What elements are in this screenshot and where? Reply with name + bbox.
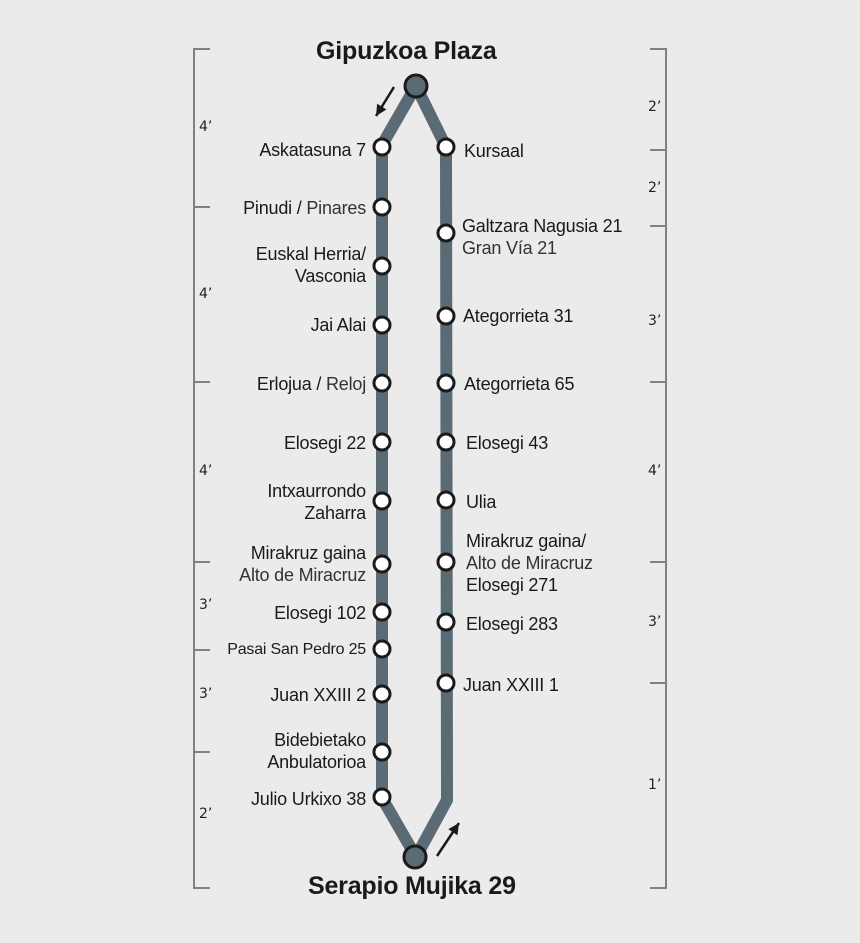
stop-node-left bbox=[374, 139, 390, 155]
travel-time-left: 3’ bbox=[199, 597, 213, 613]
stop-node-left bbox=[374, 556, 390, 572]
stop-label-left: Intxaurrondo Zaharra bbox=[267, 481, 366, 523]
stop-label-left: Elosegi 102 bbox=[274, 603, 366, 623]
stop-label-right: Juan XXIII 1 bbox=[463, 675, 559, 695]
travel-time-left: 4’ bbox=[199, 119, 213, 135]
stop-label-right: Galtzara Nagusia 21 Gran Vía 21 bbox=[462, 216, 623, 258]
stop-label-right: Ategorrieta 65 bbox=[464, 374, 575, 394]
terminal-top-label: Gipuzkoa Plaza bbox=[316, 37, 497, 65]
travel-time-left: 3’ bbox=[199, 686, 213, 702]
stop-label-right: Kursaal bbox=[464, 141, 524, 161]
stop-label-right: Ulia bbox=[466, 492, 497, 512]
stop-label-left: Mirakruz gaina Alto de Miracruz bbox=[239, 543, 366, 585]
stop-node-left bbox=[374, 493, 390, 509]
stop-node-left bbox=[374, 789, 390, 805]
stop-label-left: Pasai San Pedro 25 bbox=[227, 641, 366, 658]
travel-time-right: 3’ bbox=[648, 614, 662, 630]
travel-time-left: 4’ bbox=[199, 286, 213, 302]
stop-node-right bbox=[438, 225, 454, 241]
stop-label-left: Euskal Herria/ Vasconia bbox=[255, 244, 366, 286]
stop-node-left bbox=[374, 604, 390, 620]
stop-node-left bbox=[374, 199, 390, 215]
stop-label-left: Erlojua / Reloj bbox=[256, 374, 366, 394]
stop-label-left: Elosegi 22 bbox=[283, 433, 366, 453]
stop-node-right bbox=[438, 614, 454, 630]
stop-node-right bbox=[438, 492, 454, 508]
stop-label-left: Bidebietako Anbulatorioa bbox=[267, 730, 366, 772]
travel-time-left: 2’ bbox=[199, 806, 213, 822]
travel-time-left: 4’ bbox=[199, 463, 213, 479]
stop-node-right bbox=[438, 675, 454, 691]
stop-node-left bbox=[374, 641, 390, 657]
travel-time-right: 1’ bbox=[648, 777, 662, 793]
stop-label-right: Elosegi 43 bbox=[466, 433, 549, 453]
stop-label-right: Mirakruz gaina/ Alto de Miracruz Elosegi 271 bbox=[466, 531, 593, 595]
direction-arrow-up-head bbox=[448, 823, 459, 835]
stop-node-left bbox=[374, 434, 390, 450]
terminal-top-node bbox=[405, 75, 427, 97]
stop-label-left: Juan XXIII 2 bbox=[270, 685, 366, 705]
travel-time-right: 3’ bbox=[648, 313, 662, 329]
stop-label-left: Pinudi / Pinares bbox=[243, 198, 366, 218]
stop-node-left bbox=[374, 317, 390, 333]
stop-label-left: Julio Urkixo 38 bbox=[250, 789, 366, 809]
route-line bbox=[382, 86, 447, 857]
stop-node-left bbox=[374, 258, 390, 274]
stop-node-right bbox=[438, 308, 454, 324]
stop-node-left bbox=[374, 744, 390, 760]
travel-time-right: 2’ bbox=[648, 99, 662, 115]
stop-node-left bbox=[374, 686, 390, 702]
stop-label-left: Askatasuna 7 bbox=[259, 140, 366, 160]
travel-time-right: 2’ bbox=[648, 180, 662, 196]
stop-node-right bbox=[438, 139, 454, 155]
stop-node-right bbox=[438, 554, 454, 570]
stop-node-right bbox=[438, 375, 454, 391]
stop-node-left bbox=[374, 375, 390, 391]
terminal-bottom-label: Serapio Mujika 29 bbox=[308, 872, 516, 900]
stop-node-right bbox=[438, 434, 454, 450]
travel-time-right: 4’ bbox=[648, 463, 662, 479]
stop-label-left: Jai Alai bbox=[310, 315, 366, 335]
stop-label-right: Ategorrieta 31 bbox=[463, 306, 574, 326]
terminal-bottom-node bbox=[404, 846, 426, 868]
stop-label-right: Elosegi 283 bbox=[466, 614, 558, 634]
